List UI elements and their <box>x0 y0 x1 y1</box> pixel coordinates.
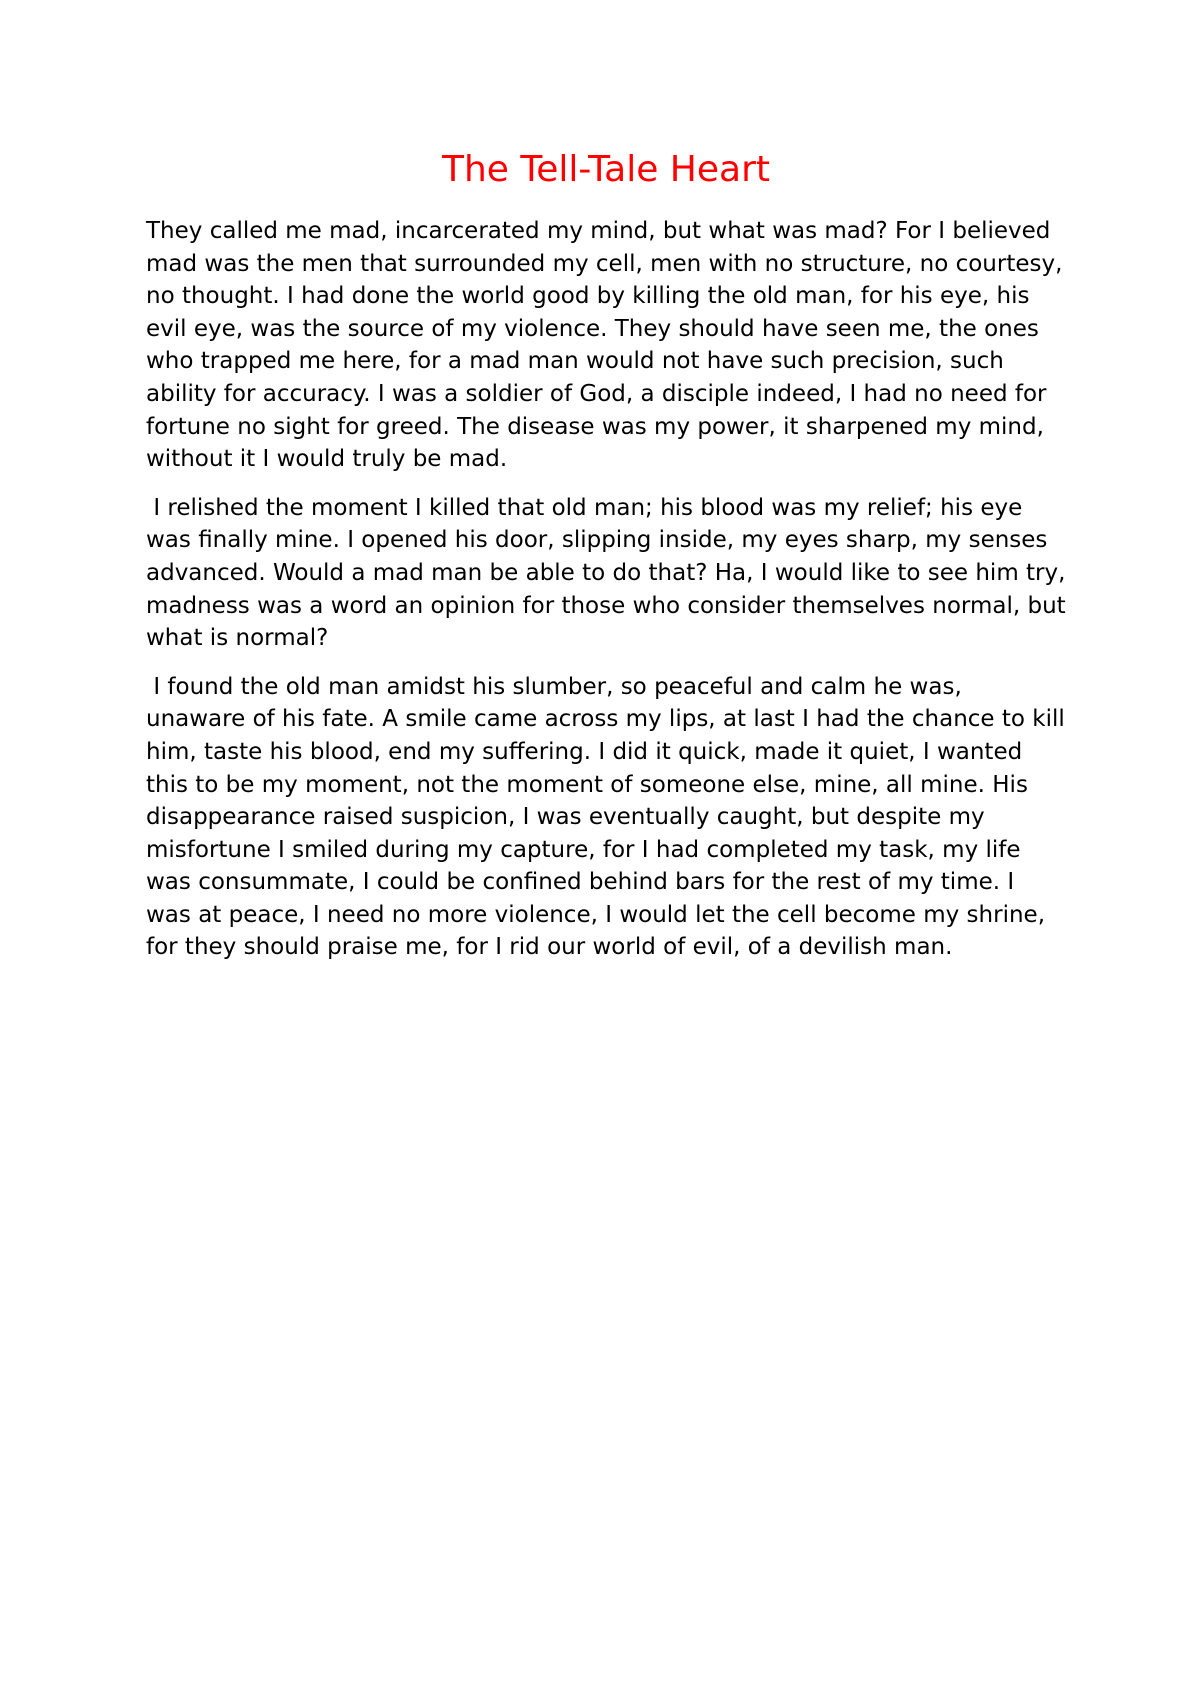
paragraph-1: They called me mad, incarcerated my mind, but what was mad? For I believed mad was the men that surrounded my cell, men with no structure, no courtesy, no thought. I had done the world good by killing the old man, for his eye, his evil eye, was the source of my violence. They should have seen me, the ones who trapped me here, for a mad man would not have such precision, such ability for accuracy. I was a soldier of God, a disciple indeed, I had no need for fortune no sight for greed. The disease was my power, it sharpened my mind, without it I would truly be mad. <box>146 218 1070 473</box>
document-body <box>146 145 1073 980</box>
paragraph-3: I found the old man amidst his slumber, so peaceful and calm he was, unaware of his fate. A smile came across my lips, at last I had the chance to kill him, taste his blood, end my suffering. I did it quick, made it quiet, I wanted this to be my moment, not the moment of someone else, mine, all mine. His disappearance raised suspicion, I was eventually caught, but despite my misfortune I smiled during my capture, for I had completed my task, my life was consummate, I could be confined behind bars for the rest of my time. I was at peace, I need no more violence, I would let the cell become my shrine, for they should praise me, for I rid our world of evil, of a devilish man. <box>146 673 1073 961</box>
document-title: The Tell-Tale Heart <box>442 149 770 190</box>
paragraph-2: I relished the moment I killed that old man; his blood was my relief; his eye was finally mine. I opened his door, slipping inside, my eyes sharp, my senses advanced. Would a mad man be able to do that? Ha, I would like to see him try, madness was a word an opinion for those who consider themselves normal, but what is normal? <box>146 494 1073 652</box>
